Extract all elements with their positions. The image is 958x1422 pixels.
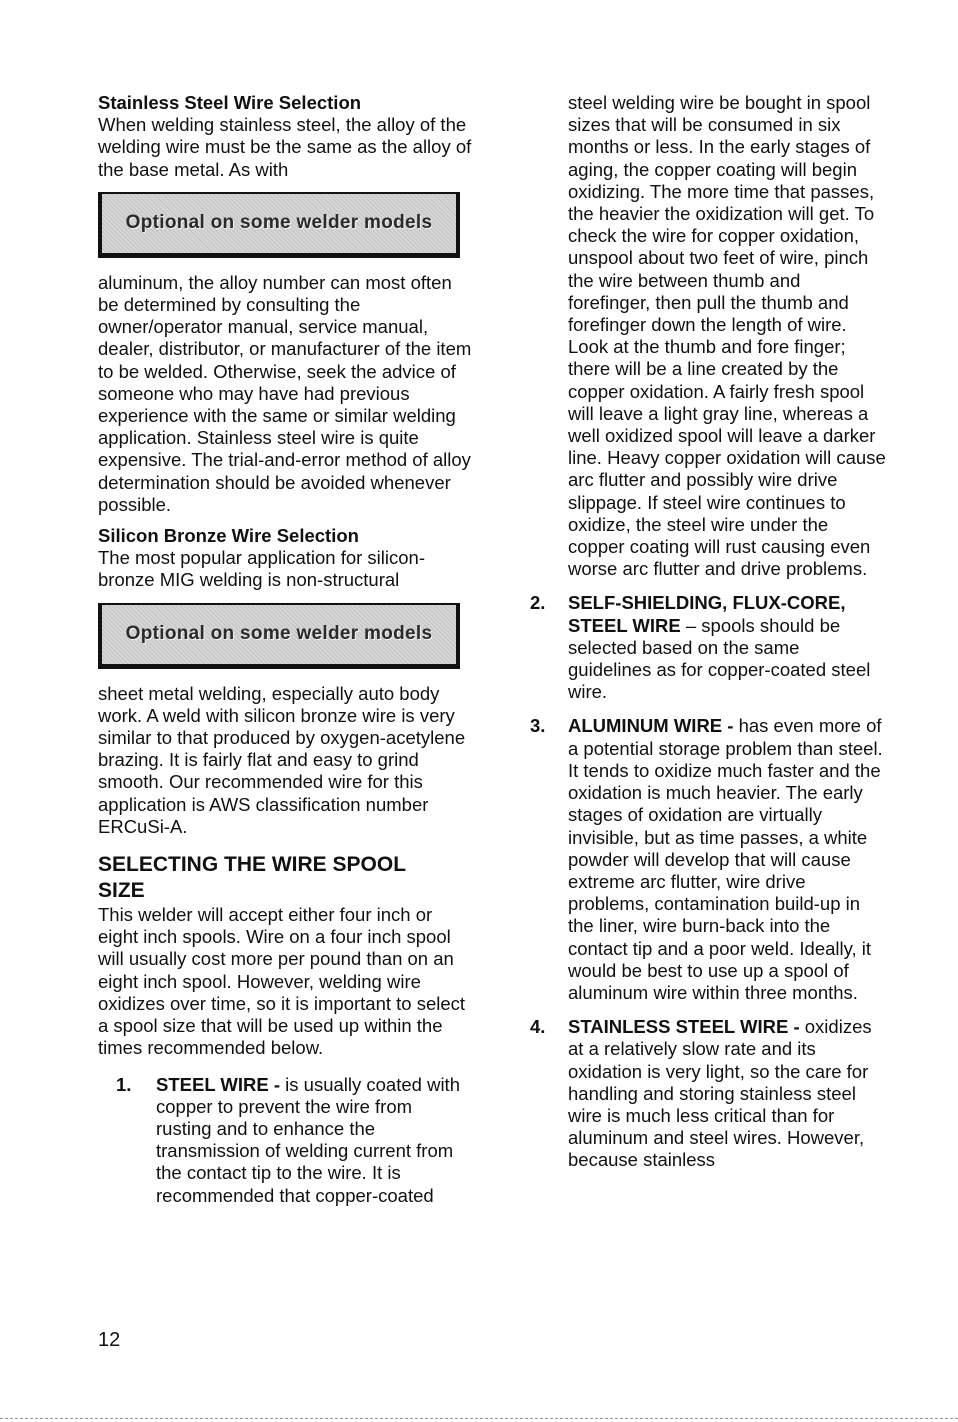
stainless-paragraph-1: When welding stainless steel, the alloy of the welding wire must be the same as the alloy of the base metal. As with [98, 114, 472, 180]
list-number: 1. [116, 1073, 132, 1095]
list-number: 4. [530, 1016, 546, 1038]
list-item-title: STAINLESS STEEL WIRE - [568, 1016, 800, 1038]
steel-continuation-paragraph: steel welding wire be bought in spool sizes that will be consumed in six months or less. In the early stages of aging, the copper coating will begin oxidizing. The more time that passes, the heavier the oxidization will get. To check the wire for copper oxidation, unspool about two feet of wire, pinch the wire between thumb and forefinger, then pull the thumb and forefinger down the length of wire. Look at the thumb and fore finger; there will be a line created by the copper oxidation. A fairly fresh spool will leave a light gray line, whereas a well oxidized spool will leave a darker line. Heavy copper oxidation will cause arc flutter and possibly wire drive slippage. If steel wire continues to oxidize, the steel wire under the copper coating will rust causing even worse arc flutter and drive problems. [568, 92, 886, 580]
optional-models-banner [98, 603, 460, 669]
list-item-text: – spools should be selected based on the same guidelines as for copper-coated steel wire. [568, 614, 871, 703]
page-number: 12 [98, 1329, 121, 1351]
stainless-paragraph-2: aluminum, the alloy number can most often be determined by consulting the owner/operator manual, service manual, dealer, distributor, or manufacturer of the item to be welded. Otherwise, seek the advice of someone who may have had previous experience with the same or similar welding application. Stainless steel wire is quite expensive. The trial-and-error method of alloy determination should be avoided whenever possible. [98, 271, 472, 515]
page-bottom-rule [0, 1418, 958, 1419]
bronze-heading: Silicon Bronze Wire Selection [98, 525, 359, 547]
left-column [98, 92, 472, 1207]
list-item-flux-core-wire [530, 592, 886, 703]
list-item-text: oxidizes at a relatively slow rate and its oxidation is very light, so the care for handling and storing stainless steel wire is much less critical than for aluminum and steel wires. However, because stainless [568, 1016, 872, 1171]
spool-size-paragraph: This welder will accept either four inch or eight inch spools. Wire on a four inch spool will usually cost more per pound than on an eight inch spool. However, welding wire oxidizes over time, so it is important to select a spool size that will be used up within the times recommended below. [98, 904, 466, 1059]
list-item-text: is usually coated with copper to prevent the wire from rusting and to enhance the transmission of welding current from the contact tip to the wire. It is recommended that copper-coated [156, 1073, 460, 1206]
list-item-steel-wire [98, 1074, 472, 1207]
list-item-title: STEEL WIRE - [156, 1073, 281, 1095]
spool-size-heading: SELECTING THE WIRE SPOOL SIZE [98, 853, 406, 903]
list-number: 3. [530, 715, 546, 737]
list-item-aluminum-wire [530, 715, 886, 1004]
list-item-title: SELF-SHIELDING, FLUX-CORE, STEEL WIRE [568, 592, 846, 636]
optional-models-banner [98, 192, 460, 258]
banner-label: Optional on some welder models [125, 212, 433, 234]
bronze-paragraph-1: The most popular application for silicon-bronze MIG welding is non-structural [98, 547, 425, 591]
list-item-text: has even more of a potential storage problem than steel. It tends to oxidize much faster and the oxidation is much heavier. The early stages of oxidation are virtually invisible, but as time passes, a white powder will develop that will cause extreme arc flutter, wire drive problems, contamination build-up in the liner, wire burn-back into the contact tip and a poor weld. Ideally, it would be best to use up a spool of aluminum wire within three months. [568, 715, 883, 1003]
banner-label: Optional on some welder models [125, 623, 433, 645]
list-item-stainless-wire [530, 1016, 886, 1171]
stainless-heading: Stainless Steel Wire Selection [98, 92, 362, 113]
bronze-paragraph-2: sheet metal welding, especially auto body work. A weld with silicon bronze wire is very similar to that produced by oxygen-acetylene brazing. It is fairly flat and easy to grind smooth. Our recommended wire for this application is AWS classification number ERCuSi-A. [98, 682, 466, 837]
list-item-title: ALUMINUM WIRE - [568, 715, 734, 737]
list-number: 2. [530, 592, 546, 614]
right-column [530, 92, 886, 1172]
